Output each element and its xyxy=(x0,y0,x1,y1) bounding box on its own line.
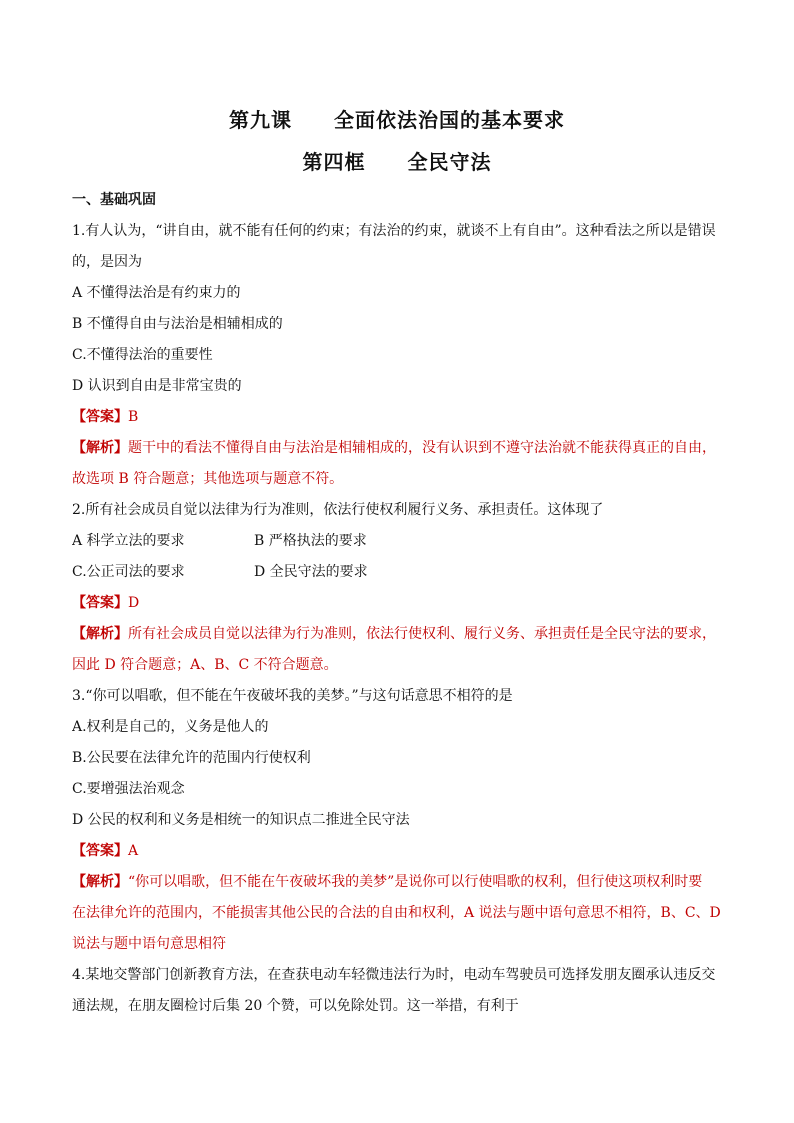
analysis-line: 说法与题中语句意思相符 xyxy=(72,936,226,952)
analysis-tag: 【解析】 xyxy=(72,440,128,456)
analysis-line xyxy=(72,867,722,898)
question-text-line: 1.有人认为，“讲自由，就不能有任何的约束；有法治的约束，就谈不上有自由”。这种看法之所以是错误 xyxy=(72,223,716,239)
option-b: B.公民要在法律允许的范围内行使权利 xyxy=(72,750,311,766)
analysis-line: 在法律允许的范围内，不能损害其他公民的合法的自由和权利，A 说法与题中语句意思不相符，B、C、D xyxy=(72,905,721,921)
answer-tag: 【答案】 xyxy=(72,843,128,859)
option-b: B 严格执法的要求 xyxy=(254,533,367,549)
question-3 xyxy=(72,681,722,960)
lesson-title: 第九课 全面依法治国的基本要求 xyxy=(229,108,565,132)
answer-tag: 【答案】 xyxy=(72,409,128,425)
answer-tag: 【答案】 xyxy=(72,595,128,611)
question-1 xyxy=(72,216,722,495)
answer-value: D xyxy=(128,595,140,611)
question-text-line: 2.所有社会成员自觉以法律为行为准则，依法行使权利履行义务、承担责任。这体现了 xyxy=(72,502,604,518)
analysis-line xyxy=(72,433,722,464)
question-2 xyxy=(72,495,722,681)
analysis-tag: 【解析】 xyxy=(72,874,128,890)
option-c: C.要增强法治观念 xyxy=(72,781,185,797)
options-row xyxy=(72,557,722,588)
analysis-line: 因此 D 符合题意；A、B、C 不符合题意。 xyxy=(72,657,338,673)
answer-line xyxy=(72,836,722,867)
question-text-line: 3.“你可以唱歌，但不能在午夜破坏我的美梦。”与这句话意思不相符的是 xyxy=(72,688,513,704)
section-title: 第四框 全民守法 xyxy=(302,150,492,174)
option-c: C.公正司法的要求 xyxy=(72,564,185,580)
answer-value: B xyxy=(128,409,139,425)
analysis-text: 所有社会成员自觉以法律为行为准则，依法行使权利、履行义务、承担责任是全民守法的要求， xyxy=(128,626,716,642)
options-row xyxy=(72,526,722,557)
analysis-text: 题干中的看法不懂得自由与法治是相辅相成的，没有认识到不遵守法治就不能获得真正的自由， xyxy=(128,440,716,456)
analysis-tag: 【解析】 xyxy=(72,626,128,642)
option-b: B 不懂得自由与法治是相辅相成的 xyxy=(72,316,283,332)
answer-line xyxy=(72,588,722,619)
option-d: D 认识到自由是非常宝贵的 xyxy=(72,378,242,394)
option-c: C.不懂得法治的重要性 xyxy=(72,347,213,363)
option-a: A.权利是自己的，义务是他人的 xyxy=(72,719,269,735)
answer-value: A xyxy=(128,843,139,859)
question-4 xyxy=(72,960,722,1022)
analysis-text: “你可以唱歌，但不能在午夜破坏我的美梦”是说你可以行使唱歌的权利，但行使这项权利时要 xyxy=(128,874,703,890)
section-heading: 一、基础巩固 xyxy=(72,192,156,208)
question-text-line: 的，是因为 xyxy=(72,254,142,270)
document-body xyxy=(72,185,722,1022)
option-a: A 不懂得法治是有约束力的 xyxy=(72,285,241,301)
option-a: A 科学立法的要求 xyxy=(72,533,185,549)
option-d: D 公民的权利和义务是相统一的知识点二推进全民守法 xyxy=(72,812,410,828)
analysis-line: 故选项 B 符合题意；其他选项与题意不符。 xyxy=(72,471,344,487)
option-d: D 全民守法的要求 xyxy=(254,564,368,580)
analysis-line xyxy=(72,619,722,650)
answer-line xyxy=(72,402,722,433)
question-text-line: 通法规，在朋友圈检讨后集 20 个赞，可以免除处罚。这一举措，有利于 xyxy=(72,998,519,1014)
question-text-line: 4.某地交警部门创新教育方法，在查获电动车轻微违法行为时，电动车驾驶员可选择发朋友圈承认违反交 xyxy=(72,967,716,983)
